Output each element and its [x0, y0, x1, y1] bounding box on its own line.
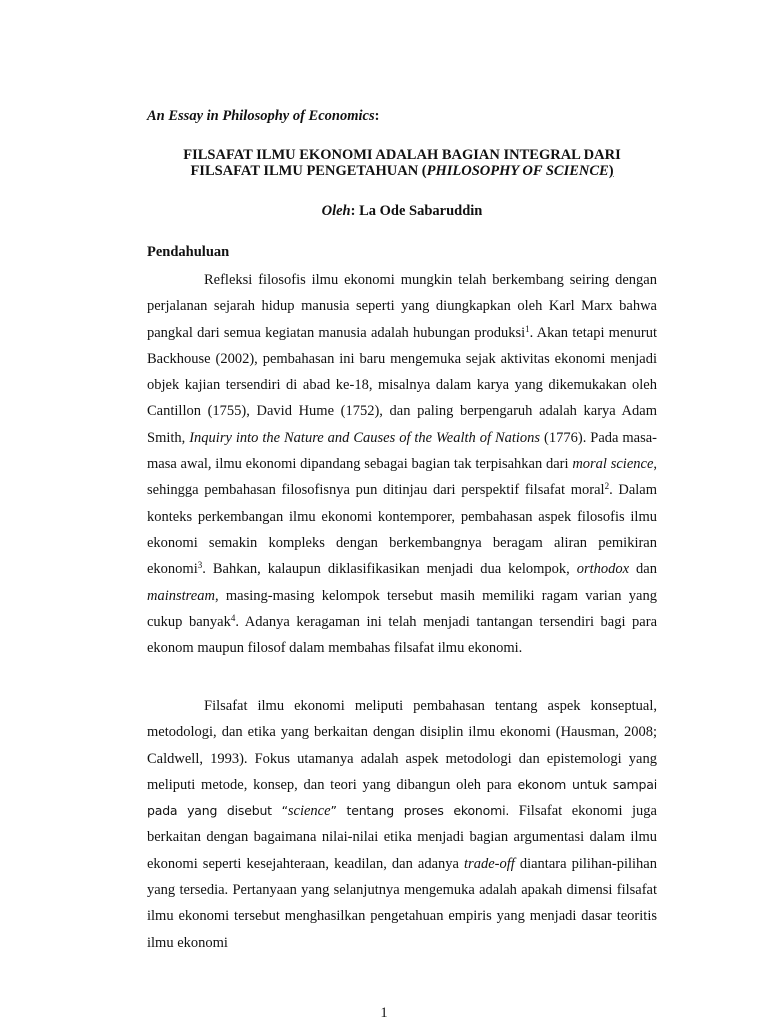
page-number: 1 — [380, 1005, 388, 1021]
p1-text-8: , masing-masing kelompok tersebut masih memiliki ragam varian yang cukup banyak — [147, 587, 657, 630]
p2-sans-run-1: ekonom untuk sampai pada yang disebut “ — [147, 776, 657, 819]
p1-text-9: . Adanya keragaman ini telah menjadi tantangan tersendiri bagi para ekonom maupun filosof dalam membahas filsafat ilmu ekonomi. — [147, 613, 658, 657]
p2-italic-science: science — [287, 803, 331, 820]
p1-text-5: . Dalam konteks perkembangan ilmu ekonomi kontemporer, pembahasan aspek filosofis ilmu ekonomi semakin kompleks dengan berkembangnya beragam aliran pemikiran ekonomi — [147, 482, 657, 578]
footnote-ref-1: 1 — [525, 323, 530, 334]
footnote-ref-2: 2 — [604, 481, 610, 492]
p1-italic-book-title: Inquiry into the Nature and Causes of the Wealth of Nations — [189, 429, 541, 446]
p1-text-1: Refleksi filosofis ilmu ekonomi mungkin telah berkembang seiring dengan perjalanan sejarah hidup manusia seperti yang diungkapkan oleh Karl Marx bahwa pangkal dari semua kegiatan manusia adalah hubungan produksi — [147, 272, 657, 341]
p1-text-4: , sehingga pembahasan filosofisnya pun ditinjau dari perspektif filsafat moral — [147, 456, 658, 499]
p1-italic-moral-science: moral science — [572, 456, 654, 473]
p1-text-3: (1776). Pada masa- masa awal, ilmu ekonomi dipandang sebagai bagian tak terpisahkan dari — [147, 429, 657, 473]
paragraph-1 — [147, 267, 657, 661]
p2-sans-run-2: ” tentang proses ekonomi. — [330, 803, 510, 819]
title-line-1: FILSAFAT ILMU EKONOMI ADALAH BAGIAN INTEGRAL DARI — [183, 147, 621, 163]
byline-prefix: Oleh — [321, 203, 351, 219]
paragraph-2 — [147, 693, 657, 956]
section-heading: Pendahuluan — [147, 244, 230, 260]
title-line-2-suffix: ) — [608, 163, 614, 179]
p1-text-7: dan — [629, 561, 657, 578]
essay-label-colon: : — [374, 108, 380, 124]
author-byline — [100, 203, 704, 220]
p2-text-2: Filsafat ekonomi juga berkaitan dengan bagaimana nilai-nilai etika menjadi bagian argumentasi dalam ilmu ekonomi seperti kesejahteraan, keadilan, dan adanya — [147, 803, 657, 872]
p2-italic-trade-off: trade-off — [464, 855, 515, 872]
footnote-ref-4: 4 — [230, 612, 236, 623]
p1-italic-orthodox: orthodox — [576, 561, 630, 578]
title-line-2-prefix: FILSAFAT ILMU PENGETAHUAN ( — [190, 163, 427, 179]
p1-text-6: . Bahkan, kalaupun diklasifikasikan menjadi dua kelompok, — [202, 561, 577, 578]
p1-italic-mainstream: mainstream — [147, 587, 215, 604]
byline-name: : La Ode Sabaruddin — [350, 203, 483, 219]
title-line-2 — [100, 163, 704, 180]
essay-label-text: An Essay in Philosophy of Economics — [147, 108, 375, 124]
p2-text-1: Filsafat ilmu ekonomi meliputi pembahasan tentang aspek konseptual, metodologi, dan etika yang berkaitan dengan disiplin ilmu ekonomi (Hausman, 2008; Caldwell, 1993). Fokus utamanya adalah aspek metodologi dan epistemologi yang meliputi metode, konsep, dan teori yang dibangun oleh para — [147, 698, 657, 793]
footnote-ref-3: 3 — [197, 560, 203, 571]
p2-text-3: diantara pilihan-pilihan yang tersedia. Pertanyaan yang selanjutnya mengemuka adalah apakah dimensi filsafat ilmu ekonomi tersebut menghasilkan pengetahuan empiris yang menjadi dasar teoritis ilmu ekonomi — [147, 855, 657, 951]
p1-text-2: . Akan tetapi menurut Backhouse (2002), pembahasan ini baru mengemuka sejak aktivitas ekonomi menjadi objek kajian tersendiri di abad ke-18, misalnya dalam karya yang dikemukakan oleh Cantillon (1755), David Hume (1752), dan paling berpengaruh adalah karya Adam Smith, — [147, 324, 657, 446]
title-line-2-italic: PHILOSOPHY OF SCIENCE — [426, 163, 609, 179]
essay-label — [147, 108, 379, 125]
